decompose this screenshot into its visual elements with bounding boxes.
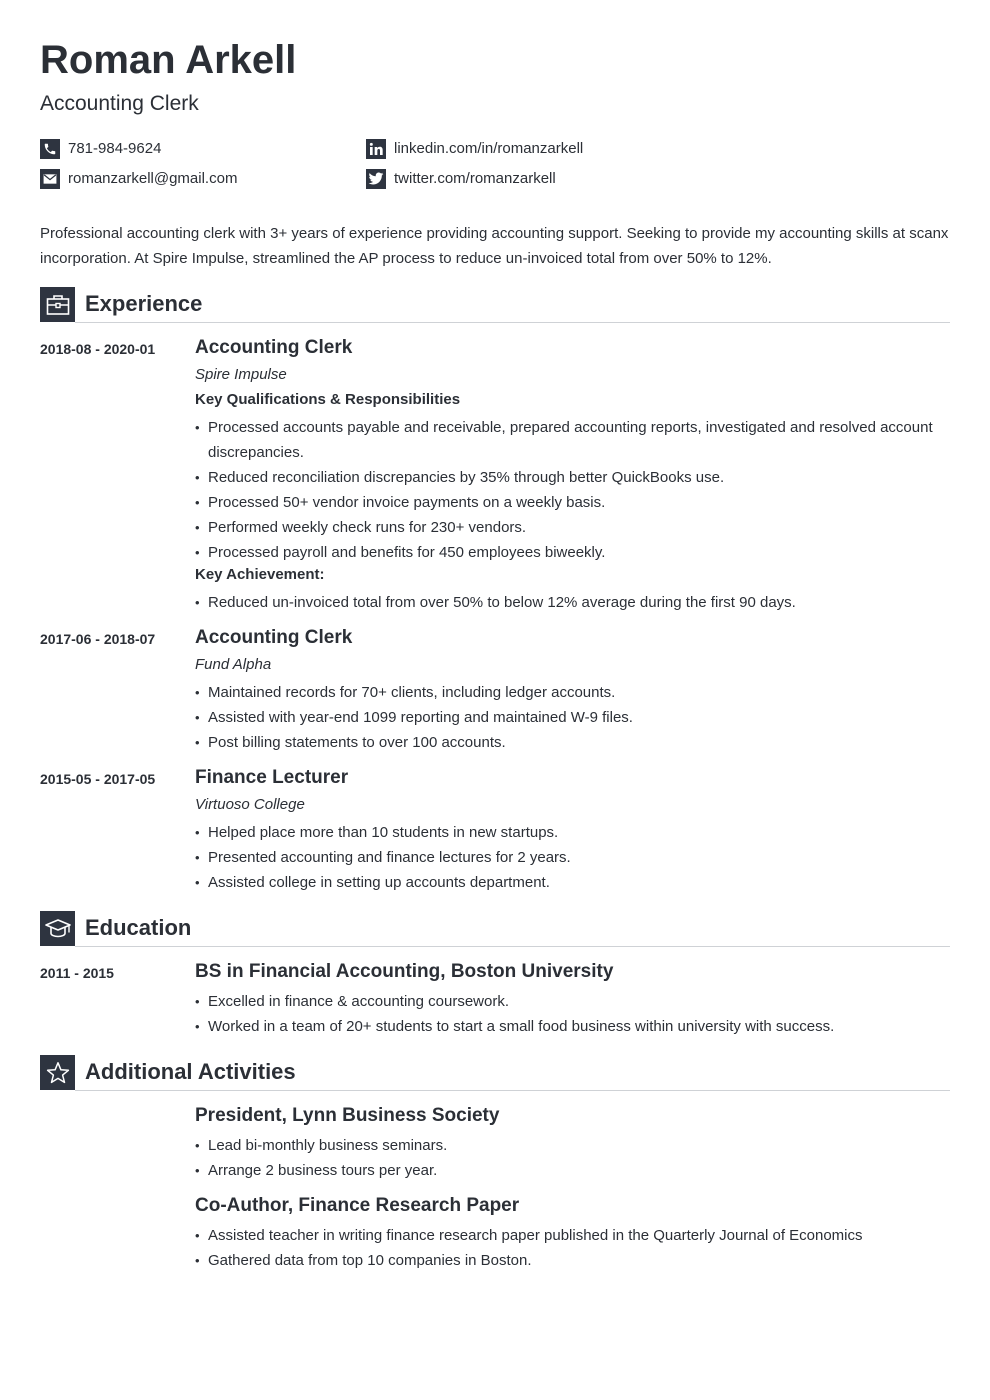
email-text[interactable]: romanzarkell@gmail.com (68, 170, 238, 187)
degree-title: BS in Financial Accounting, Boston University (195, 961, 614, 982)
job-title: Finance Lecturer (195, 767, 349, 788)
list-item: • Worked in a team of 20+ students to start a small food business within university with success. (195, 1014, 950, 1039)
bullet-list (195, 415, 950, 565)
phone-icon (40, 139, 60, 159)
list-item: • Assisted teacher in writing finance research paper published in the Quarterly Journal of Economics (195, 1223, 950, 1248)
experience-heading: Experience (85, 291, 203, 316)
phone-text[interactable]: 781-984-9624 (68, 140, 162, 157)
list-item: • Processed payroll and benefits for 450 employees biweekly. (195, 540, 950, 565)
graduation-cap-icon (40, 911, 75, 946)
education-section-header (40, 911, 950, 947)
list-item: • Reduced un-invoiced total from over 50% to below 12% average during the first 90 days. (195, 590, 950, 615)
job-dates: 2017-06 - 2018-07 (40, 631, 156, 647)
activity-title: Co-Author, Finance Research Paper (195, 1195, 520, 1216)
education-entry (195, 960, 950, 1039)
list-item: • Performed weekly check runs for 230+ vendors. (195, 515, 950, 540)
linkedin-icon (366, 139, 386, 159)
contact-linkedin (366, 139, 583, 159)
list-item: • Assisted with year-end 1099 reporting and maintained W-9 files. (195, 705, 950, 730)
bullet-list (195, 989, 950, 1039)
company-name: Virtuoso College (195, 796, 305, 813)
list-item: • Assisted college in setting up accounts department. (195, 870, 950, 895)
achievement-heading: Key Achievement: (195, 566, 325, 583)
job-dates: 2018-08 - 2020-01 (40, 341, 156, 357)
bullet-list (195, 820, 950, 895)
job-entry (195, 766, 950, 895)
section-divider (75, 322, 950, 323)
section-divider (75, 1090, 950, 1091)
list-item: • Arrange 2 business tours per year. (195, 1158, 950, 1183)
twitter-text[interactable]: twitter.com/romanzarkell (394, 170, 556, 187)
bullet-list (195, 1223, 950, 1273)
qualifications-heading: Key Qualifications & Responsibilities (195, 391, 461, 408)
contact-twitter (366, 169, 556, 189)
job-title: Accounting Clerk (195, 337, 353, 358)
company-name: Spire Impulse (195, 366, 287, 383)
job-entry (195, 626, 950, 755)
activities-heading: Additional Activities (85, 1059, 296, 1084)
list-item: • Maintained records for 70+ clients, including ledger accounts. (195, 680, 950, 705)
list-item: • Processed 50+ vendor invoice payments on a weekly basis. (195, 490, 950, 515)
education-heading: Education (85, 915, 192, 940)
list-item: • Reduced reconciliation discrepancies by 35% through better QuickBooks use. (195, 465, 950, 490)
list-item: • Presented accounting and finance lectures for 2 years. (195, 845, 950, 870)
activity-title: President, Lynn Business Society (195, 1105, 500, 1126)
contact-phone (40, 139, 161, 159)
list-item: • Post billing statements to over 100 accounts. (195, 730, 950, 755)
job-dates: 2015-05 - 2017-05 (40, 771, 156, 787)
list-item: • Excelled in finance & accounting coursework. (195, 989, 950, 1014)
candidate-name: Roman Arkell (40, 38, 297, 82)
bullet-list (195, 1133, 950, 1183)
email-icon (40, 169, 60, 189)
education-dates: 2011 - 2015 (40, 965, 114, 981)
star-icon (40, 1055, 75, 1090)
job-title: Accounting Clerk (195, 627, 353, 648)
activities-section-header (40, 1055, 950, 1091)
list-item: • Gathered data from top 10 companies in Boston. (195, 1248, 950, 1273)
twitter-icon (366, 169, 386, 189)
briefcase-icon (40, 287, 75, 322)
contact-email (40, 169, 237, 189)
section-divider (75, 946, 950, 947)
company-name: Fund Alpha (195, 656, 272, 673)
bullet-list (195, 680, 950, 755)
list-item: • Processed accounts payable and receivable, prepared accounting reports, investigated and resolved account discrepancies. (195, 415, 950, 465)
bullet-list (195, 590, 950, 615)
experience-section-header (40, 287, 950, 323)
summary-text: Professional accounting clerk with 3+ years of experience providing accounting support. Seeking to provide my accounting skills at scanx incorporation. At Spire Impulse, streamlined the AP process to reduce un-invoiced total from over 50% to 12%. (40, 225, 949, 267)
linkedin-text[interactable]: linkedin.com/in/romanzarkell (394, 140, 584, 157)
job-entry (195, 336, 950, 615)
list-item: • Lead bi-monthly business seminars. (195, 1133, 950, 1158)
candidate-title: Accounting Clerk (40, 92, 199, 115)
activity-entry (195, 1104, 950, 1183)
activity-entry (195, 1194, 950, 1273)
list-item: • Helped place more than 10 students in new startups. (195, 820, 950, 845)
